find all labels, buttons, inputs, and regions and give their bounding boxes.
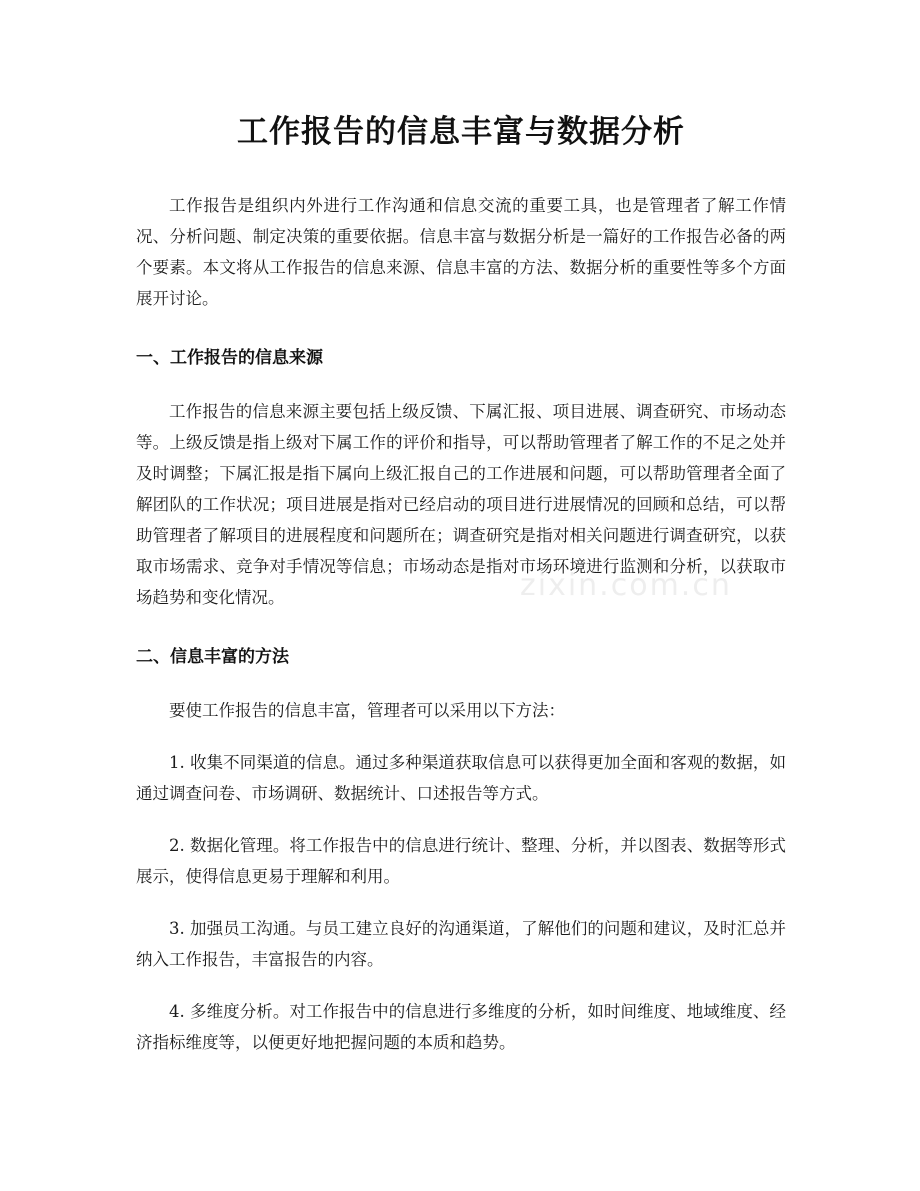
section-paragraph-info-sources: 工作报告的信息来源主要包括上级反馈、下属汇报、项目进展、调查研究、市场动态等。上级反馈是指上级对下属工作的评价和指导，可以帮助管理者了解工作的不足之处并及时调整；下属汇报是指下属向上级汇报自己的工作进展和问题，可以帮助管理者全面了解团队的工作状况；项目进展是指对已经启动的项目进行进展情况的回顾和总结，可以帮助管理者了解项目的进展程度和问题所在；调查研究是指对相关问题进行调查研究，以获取市场需求、竞争对手情况等信息；市场动态是指对市场环境进行监测和分析，以获取市场趋势和变化情况。 — [136, 402, 786, 607]
section-heading-enrichment-methods: 二、信息丰富的方法 — [136, 647, 289, 667]
section-heading-info-sources: 一、工作报告的信息来源 — [136, 348, 323, 368]
list-item: 1. 收集不同渠道的信息。通过多种渠道获取信息可以获得更加全面和客观的数据，如通过调查问卷、市场调研、数据统计、口述报告等方式。 — [136, 753, 786, 803]
intro-paragraph: 工作报告是组织内外进行工作沟通和信息交流的重要工具，也是管理者了解工作情况、分析问题、制定决策的重要依据。信息丰富与数据分析是一篇好的工作报告必备的两个要素。本文将从工作报告的信息来源、信息丰富的方法、数据分析的重要性等多个方面展开讨论。 — [136, 196, 786, 308]
watermark: zixin.com.cn — [520, 568, 732, 603]
list-item: 3. 加强员工沟通。与员工建立良好的沟通渠道，了解他们的问题和建议，及时汇总并纳入工作报告，丰富报告的内容。 — [136, 919, 786, 969]
section-lead-paragraph: 要使工作报告的信息丰富，管理者可以采用以下方法： — [169, 701, 565, 720]
list-item: 2. 数据化管理。将工作报告中的信息进行统计、整理、分析，并以图表、数据等形式展示，使得信息更易于理解和利用。 — [136, 836, 786, 886]
list-item: 4. 多维度分析。对工作报告中的信息进行多维度的分析，如时间维度、地域维度、经济指标维度等，以便更好地把握问题的本质和趋势。 — [136, 1002, 786, 1052]
document-title: 工作报告的信息丰富与数据分析 — [237, 114, 685, 150]
